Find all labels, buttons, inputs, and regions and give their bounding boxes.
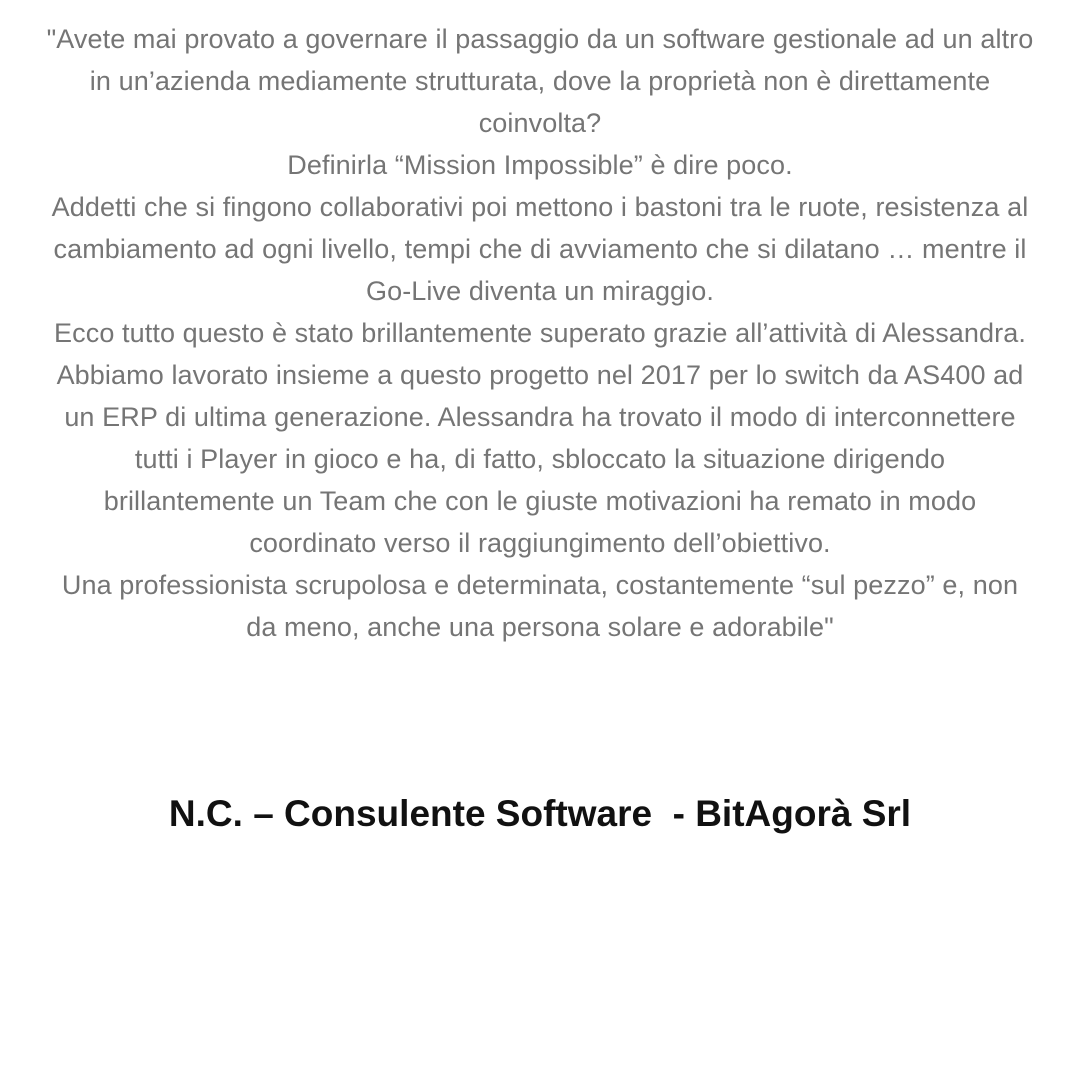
quote-paragraph: "Avete mai provato a governare il passaggio da un software gestionale ad un altro in un’azienda mediamente strutturata, dove la proprietà non è direttamente coinvolta? bbox=[46, 24, 1034, 138]
quote-paragraph: Una professionista scrupolosa e determinata, costantemente “sul pezzo” e, non da meno, anche una persona solare e adorabile" bbox=[61, 570, 1019, 642]
quote-paragraph: Definirla “Mission Impossible” è dire poco. bbox=[287, 150, 793, 180]
quote-paragraph: Ecco tutto questo è stato brillantemente superato grazie all’attività di Alessandra. bbox=[54, 318, 1026, 348]
quote-paragraph: Abbiamo lavorato insieme a questo progetto nel 2017 per lo switch da AS400 ad un ERP di ultima generazione. Alessandra ha trovato il modo di interconnettere tutti i Player in gioco e ha, di fatto, sbloccato la situazione dirigendo brillantemente un Team che con le giuste motivazioni ha remato in modo coordinato verso il raggiungimento dell’obiettivo. bbox=[56, 360, 1024, 558]
quote-paragraph: Addetti che si fingono collaborativi poi mettono i bastoni tra le ruote, resistenza al cambiamento ad ogni livello, tempi che di avviamento che si dilatano … mentre il Go-Live diventa un miraggio. bbox=[51, 192, 1029, 306]
testimonial-quote bbox=[46, 18, 1034, 648]
testimonial-attribution: N.C. – Consulente Software - BitAgorà Srl bbox=[168, 793, 912, 834]
testimonial-block bbox=[0, 18, 1080, 648]
